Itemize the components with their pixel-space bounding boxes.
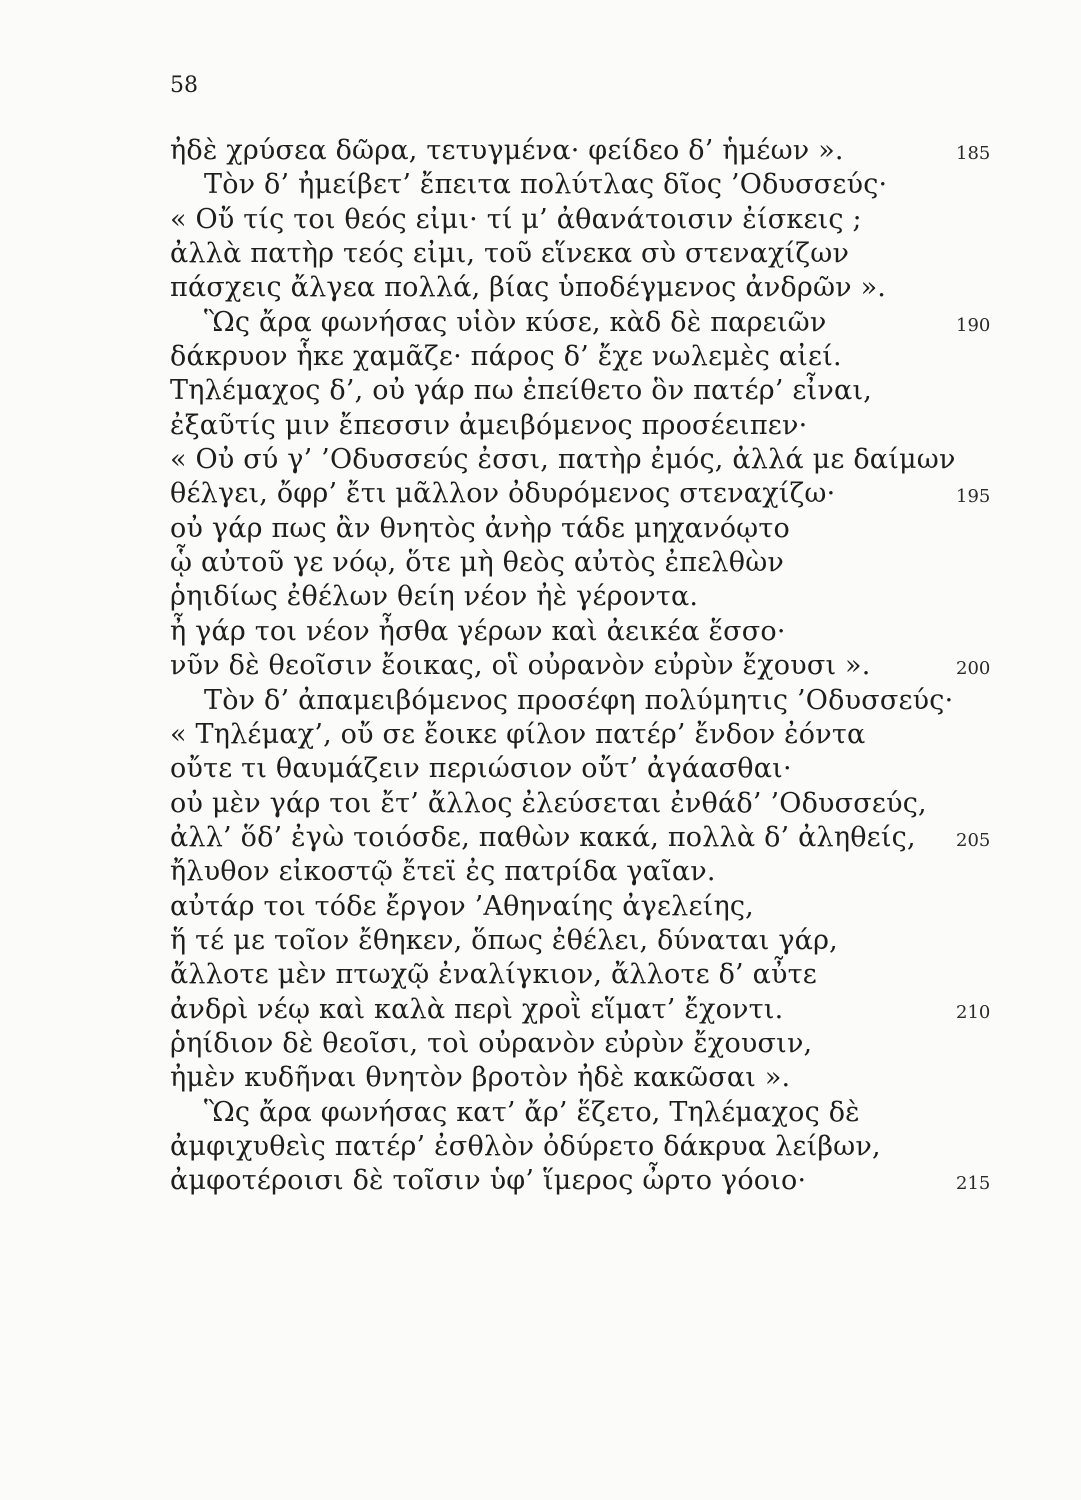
verse-line-text: θέλγει, ὄφρ’ ἔτι μᾶλλον ὀδυρόμενος στεναχίζω· <box>170 478 836 510</box>
verse-line <box>170 821 1000 855</box>
verse-line <box>170 306 1000 340</box>
verse-line-text: ῥηίδιον δὲ θεοῖσι, τοὶ οὐρανὸν εὐρὺν ἔχουσιν, <box>170 1027 813 1059</box>
line-number: 185 <box>956 143 991 164</box>
verse-line <box>170 649 1000 683</box>
verse-line-text: « Τηλέμαχ’, οὔ σε ἔοικε φίλον πατέρ’ ἔνδον ἐόντα <box>170 718 866 750</box>
verse-line <box>170 958 1000 992</box>
verse-line-text: οὐ μὲν γάρ τοι ἔτ’ ἄλλος ἐλεύσεται ἐνθάδ’ ’Οδυσσεύς, <box>170 787 927 819</box>
verse-line <box>170 168 1000 202</box>
verse-line <box>170 890 1000 924</box>
verse-line <box>170 203 1000 237</box>
verse-line-text: ἄλλοτε μὲν πτωχῷ ἐναλίγκιον, ἄλλοτε δ’ αὖτε <box>170 959 817 991</box>
verse-line <box>170 855 1000 889</box>
verse-line <box>170 1027 1000 1061</box>
verse-line <box>170 443 1000 477</box>
verse-line <box>170 787 1000 821</box>
verse-line <box>170 409 1000 443</box>
verse-line <box>170 237 1000 271</box>
line-number: 200 <box>956 658 991 680</box>
line-number: 190 <box>956 314 991 336</box>
verse-line <box>170 1130 1000 1164</box>
verse-line-text: Τὸν δ’ ἠμείβετ’ ἔπειτα πολύτλας δῖος ’Οδυσσεύς· <box>204 169 888 201</box>
verse-line <box>170 374 1000 408</box>
verse-line-text: οὔτε τι θαυμάζειν περιώσιον οὔτ’ ἀγάασθαι· <box>170 753 792 785</box>
verse-line <box>170 477 1000 511</box>
verse-line-text: ἀνδρὶ νέῳ καὶ καλὰ περὶ χροῒ εἵματ’ ἔχοντι. <box>170 993 784 1025</box>
verse-line <box>170 993 1000 1027</box>
verse-line <box>170 924 1000 958</box>
verse-line <box>170 134 1000 168</box>
verse-line-text: νῦν δὲ θεοῖσιν ἔοικας, οἳ οὐρανὸν εὐρὺν ἔχουσι ». <box>170 650 871 682</box>
verse-line <box>170 718 1000 752</box>
verse-line-text: Τηλέμαχος δ’, οὐ γάρ πω ἐπείθετο ὃν πατέρ’ εἶναι, <box>170 375 873 407</box>
verse-line <box>170 546 1000 580</box>
verse-line <box>170 752 1000 786</box>
verse-line-text: ἤλυθον εἰκοστῷ ἔτεϊ ἐς πατρίδα γαῖαν. <box>170 856 716 888</box>
verse-line-text: ἀλλ’ ὅδ’ ἐγὼ τοιόσδε, παθὼν κακά, πολλὰ δ’ ἀληθείς, <box>170 821 916 853</box>
verse-line <box>170 1164 1000 1198</box>
verse-line-text: ἀμφοτέροισι δὲ τοῖσιν ὑφ’ ἵμερος ὦρτο γόοιο· <box>170 1165 807 1197</box>
verse-line-text: αὐτάρ τοι τόδε ἔργον ’Αθηναίης ἀγελείης, <box>170 890 754 922</box>
line-number: 205 <box>956 829 991 851</box>
verse-line-text: ἀμφιχυθεὶς πατέρ’ ἐσθλὸν ὀδύρετο δάκρυα λείβων, <box>170 1130 881 1162</box>
verse-line-text: ἀλλὰ πατὴρ τεός εἰμι, τοῦ εἵνεκα σὺ στεναχίζων <box>170 238 850 270</box>
verse-line <box>170 512 1000 546</box>
verse-line-text: Ὣς ἄρα φωνήσας υἱὸν κύσε, κὰδ δὲ παρειῶν <box>204 306 827 338</box>
verse-line-text: ἦ γάρ τοι νέον ἦσθα γέρων καὶ ἀεικέα ἕσσο· <box>170 615 786 647</box>
verse-line <box>170 1061 1000 1095</box>
verse-line-text: Ὣς ἄρα φωνήσας κατ’ ἄρ’ ἕζετο, Τηλέμαχος δὲ <box>204 1096 860 1128</box>
verse-line-text: ῥηιδίως ἐθέλων θείη νέον ἠὲ γέροντα. <box>170 581 699 613</box>
line-number: 210 <box>956 1001 991 1023</box>
verse-text-block <box>170 134 1000 1199</box>
verse-line-text: « Οὐ σύ γ’ ’Οδυσσεύς ἐσσι, πατὴρ ἐμός, ἀλλά με δαίμων <box>170 444 956 476</box>
verse-line <box>170 580 1000 614</box>
verse-line-text: οὐ γάρ πως ἂν θνητὸς ἀνὴρ τάδε μηχανόῳτο <box>170 512 790 544</box>
verse-line <box>170 1096 1000 1130</box>
verse-line-text: ἠδὲ χρύσεα δῶρα, τετυγμένα· φείδεο δ’ ἡμέων ». <box>170 135 844 166</box>
verse-line-text: δάκρυον ἧκε χαμᾶζε· πάρος δ’ ἔχε νωλεμὲς αἰεί. <box>170 341 842 373</box>
page-number: 58 <box>170 73 198 98</box>
verse-line <box>170 684 1000 718</box>
verse-line-text: ἐξαῦτίς μιν ἔπεσσιν ἀμειβόμενος προσέειπεν· <box>170 409 808 441</box>
verse-line-text: ἠμὲν κυδῆναι θνητὸν βροτὸν ἠδὲ κακῶσαι ». <box>170 1062 791 1094</box>
verse-line-text: πάσχεις ἄλγεα πολλά, βίας ὑποδέγμενος ἀνδρῶν ». <box>170 272 887 304</box>
verse-line-text: « Οὔ τίς τοι θεός εἰμι· τί μ’ ἀθανάτοισιν ἐίσκεις ; <box>170 203 862 235</box>
verse-line-text: ᾧ αὐτοῦ γε νόῳ, ὅτε μὴ θεὸς αὐτὸς ἐπελθὼν <box>170 547 785 579</box>
line-number: 215 <box>956 1173 991 1195</box>
line-number: 195 <box>956 486 991 508</box>
verse-line-text: Τὸν δ’ ἀπαμειβόμενος προσέφη πολύμητις ’Οδυσσεύς· <box>204 684 954 716</box>
verse-line <box>170 340 1000 374</box>
verse-line <box>170 615 1000 649</box>
verse-line-text: ἥ τέ με τοῖον ἔθηκεν, ὅπως ἐθέλει, δύναται γάρ, <box>170 924 838 956</box>
verse-line <box>170 271 1000 305</box>
